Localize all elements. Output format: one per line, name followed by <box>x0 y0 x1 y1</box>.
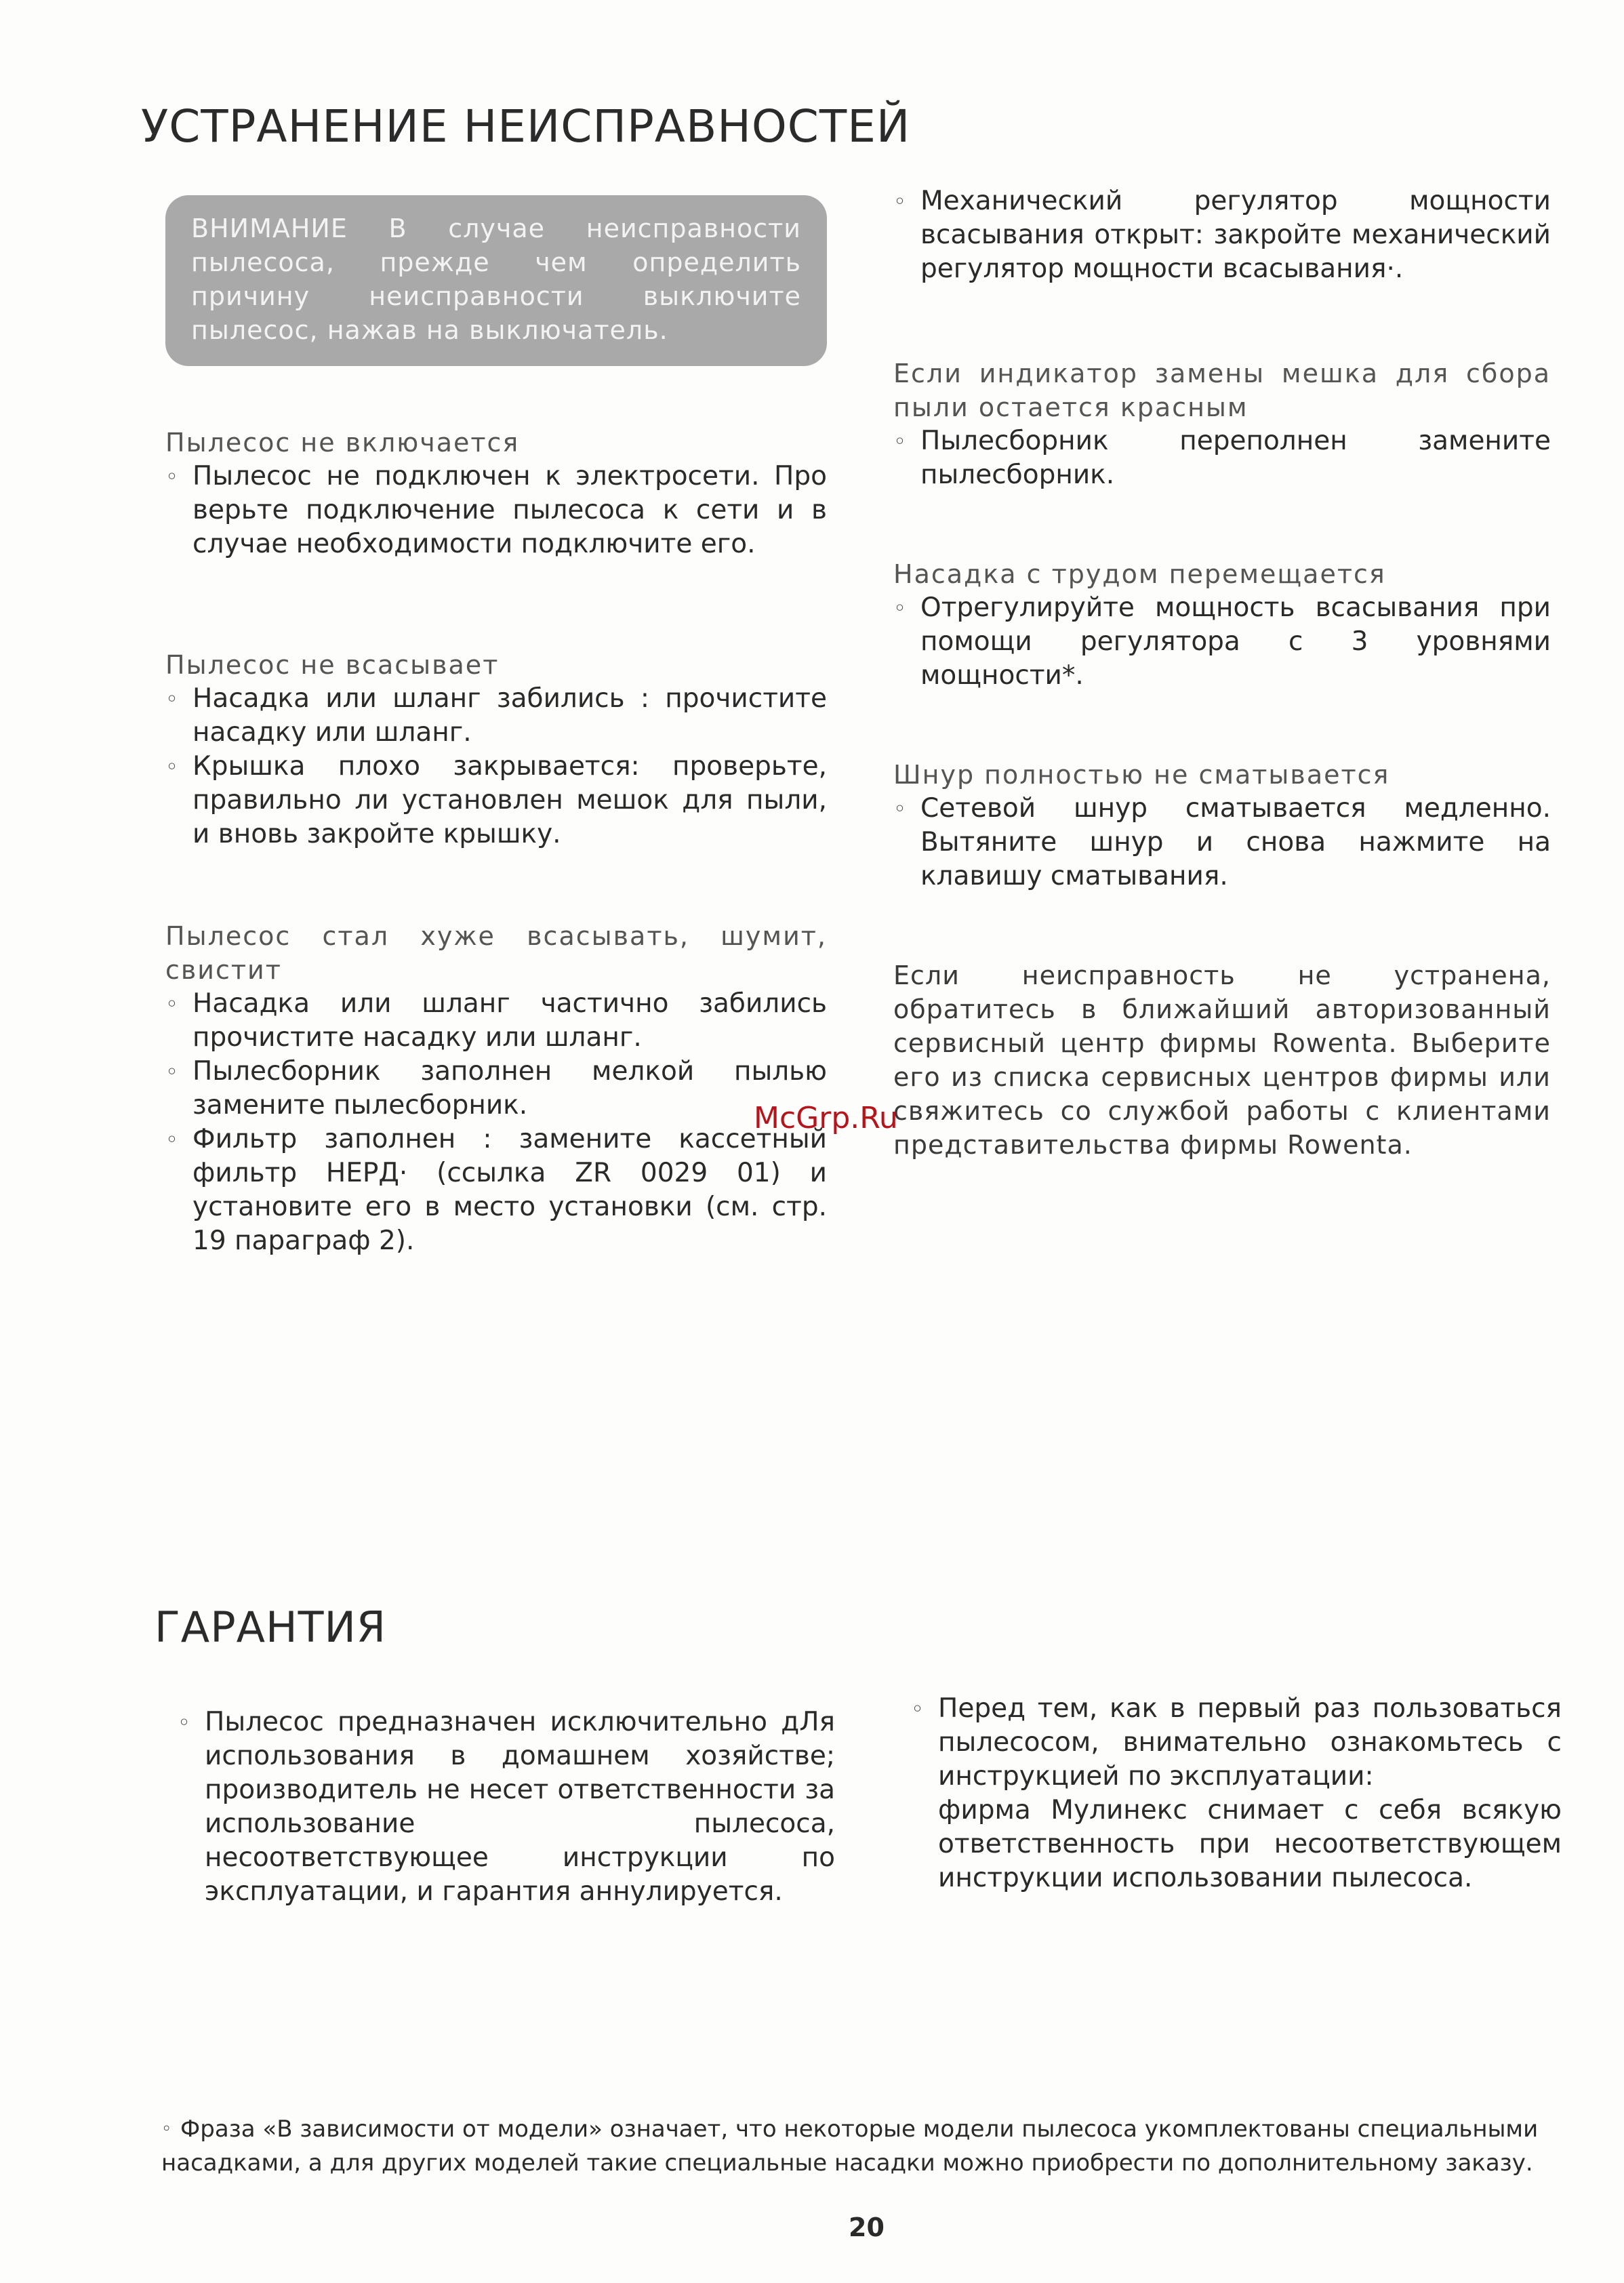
page-number: 20 <box>849 2213 885 2242</box>
section-heading: Пылесос не всасывает <box>165 650 500 680</box>
section-weak-suction <box>165 919 827 1258</box>
footnote <box>161 2112 1571 2180</box>
list-item: ◦ Механический регулятор мощности всасывания открыт: закройте механический регулятор мощности всасывания·. <box>893 184 1551 286</box>
bullet-icon: ◦ <box>161 2119 172 2139</box>
section-heading: Насадка с трудом перемещается <box>893 559 1386 589</box>
list-item: ◦ Отрегулируйте мощность всасывания при помощи регулятора с 3 уровнями мощности*. <box>893 591 1551 693</box>
section-no-suction <box>165 648 827 851</box>
page-title: УСТРАНЕНИЕ НЕИСПРАВНОСТЕЙ <box>141 100 911 153</box>
warranty-title: ГАРАНТИЯ <box>155 1602 386 1652</box>
left-column <box>165 426 827 1258</box>
section-bag-indicator <box>893 357 1551 492</box>
warranty-right-text: Перед тем, как в первый раз пользоваться пылесосом, внимательно ознакомьтесь с инструкцией по эксплуатации: <box>938 1693 1562 1792</box>
watermark: McGrp.Ru <box>754 1101 898 1135</box>
list-item: ◦ Пылесос предназначен исключительно дЛя использования в домашнем хозяйстве; производитель не несет ответственности за использование пылесоса, несоответствующее инструкции по эксплуатации, и гарантия аннулируется. <box>178 1705 835 1909</box>
section-heading: Пылесос стал хуже всасывать, шумит, свистит <box>165 921 827 985</box>
list-item: ◦ Сетевой шнур сматывается медленно. Вытяните шнур и снова нажмите на клавишу сматывания. <box>893 792 1551 893</box>
list-item: ◦ Насадка или шланг частично забились прочистите насадку или шланг. <box>165 987 827 1055</box>
list-item <box>911 1692 1562 1895</box>
list-item: ◦ Пылесборник заполнен мелкой пылью замените пылесборник. <box>165 1055 827 1123</box>
warranty-left <box>178 1705 835 1909</box>
warning-text: ВНИМАНИЕ В случае неисправности пылесоса, прежде чем определить причину неисправности выключите пылесос, нажав на выключатель. <box>191 214 801 345</box>
section-nozzle-hard <box>893 557 1551 693</box>
list-item: ◦ Пылесос не подключен к электросети. Про верьте подключение пылесоса к сети и в случае необходимости подключите его. <box>165 460 827 561</box>
warranty-right-continuation: фирма Мулинекс снимает с себя всякую ответственность при несоответствующем инструкции использовании пылесоса. <box>938 1795 1562 1893</box>
list-item: ◦ Крышка плохо закрывается: проверьте, правильно ли установлен мешок для пыли, и вновь закройте крышку. <box>165 750 827 851</box>
footnote-line-2: насадками, а для других моделей такие специальные насадки можно приобрести по дополнительному заказу. <box>161 2149 1533 2177</box>
warning-box <box>165 195 827 366</box>
list-item: ◦ Фильтр заполнен : замените кассетный фильтр НЕРД· (ссылка ZR 0029 01) и установите его в место установки (см. стр. 19 параграф 2). <box>165 1123 827 1258</box>
closing-paragraph: Если неисправность не устранена, обратитесь в ближайший авторизованный сервисный центр фирмы Rowenta. Выберите его из списка сервисных центров фирмы или свяжитесь со службой работы с клиентами представительства фирмы Rowenta. <box>893 961 1551 1160</box>
footnote-line-1: ◦ Фраза «В зависимости от модели» означает, что некоторые модели пылесоса укомплектованы специальными <box>161 2112 1571 2146</box>
right-column <box>893 184 1551 1162</box>
section-cord-rewind <box>893 758 1551 893</box>
section-heading: Если индикатор замены мешка для сбора пыли остается красным <box>893 359 1551 422</box>
list-item: ◦ Насадка или шланг забились : прочистите насадку или шланг. <box>165 682 827 750</box>
section-no-power <box>165 426 827 561</box>
warranty-right <box>911 1692 1562 1895</box>
section-heading: Пылесос не включается <box>165 428 520 458</box>
list-item: ◦ Пылесборник переполнен замените пылесборник. <box>893 424 1551 492</box>
section-heading: Шнур полностью не сматывается <box>893 760 1390 790</box>
